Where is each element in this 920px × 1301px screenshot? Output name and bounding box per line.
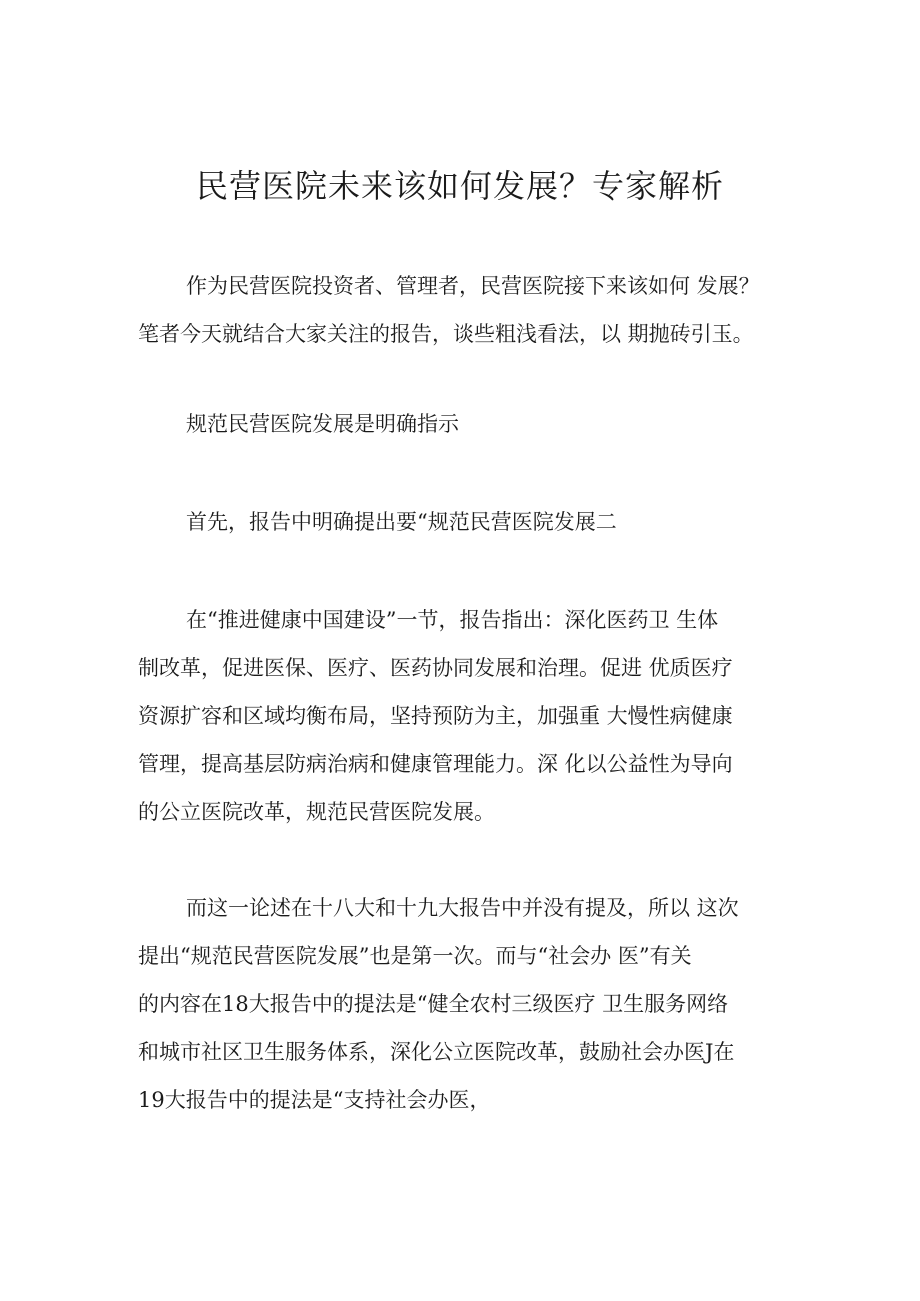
health-line-4: 管理，提高基层防病治病和健康管理能力。深 化以公益性为导向: [138, 752, 733, 776]
health-china-paragraph: [138, 596, 818, 836]
history-line-3: 的内容在18大报告中的提法是“健全农村三级医疗 卫生服务网络: [138, 992, 729, 1016]
history-line-4: 和城市社区卫生服务体系，深化公立医院改革，鼓励社会办医J在: [138, 1040, 735, 1064]
health-line-1: 在“推进健康中国建设”一节，报告指出：深化医药卫 生体: [186, 608, 719, 632]
history-paragraph: [138, 884, 818, 1124]
intro-line-1: 作为民营医院投资者、管理者，民营医院接下来该如何 发展？: [186, 274, 760, 298]
health-line-3: 资源扩容和区域均衡布局，坚持预防为主，加强重 大慢性病健康: [138, 704, 733, 728]
first-point-paragraph: 首先，报告中明确提出要“规范民营医院发展二: [186, 510, 617, 534]
section-subheading: 规范民营医院发展是明确指示: [186, 412, 459, 436]
history-line-5: 19大报告中的提法是“支持社会办医，: [138, 1088, 491, 1112]
health-line-2: 制改革，促进医保、医疗、医药协同发展和治理。促进 优质医疗: [138, 656, 733, 680]
health-line-5: 的公立医院改革，规范民营医院发展。: [138, 800, 495, 824]
intro-line-2: 笔者今天就结合大家关注的报告，谈些粗浅看法，以 期抛砖引玉。: [138, 322, 754, 346]
intro-paragraph: [138, 262, 818, 358]
history-line-1: 而这一论述在十八大和十九大报告中并没有提及，所以 这次: [186, 896, 739, 920]
history-line-2: 提出“规范民营医院发展”也是第一次。而与“社会办 医”有关: [138, 944, 692, 968]
document-title: 民营医院未来该如何发展？专家解析: [195, 167, 724, 205]
